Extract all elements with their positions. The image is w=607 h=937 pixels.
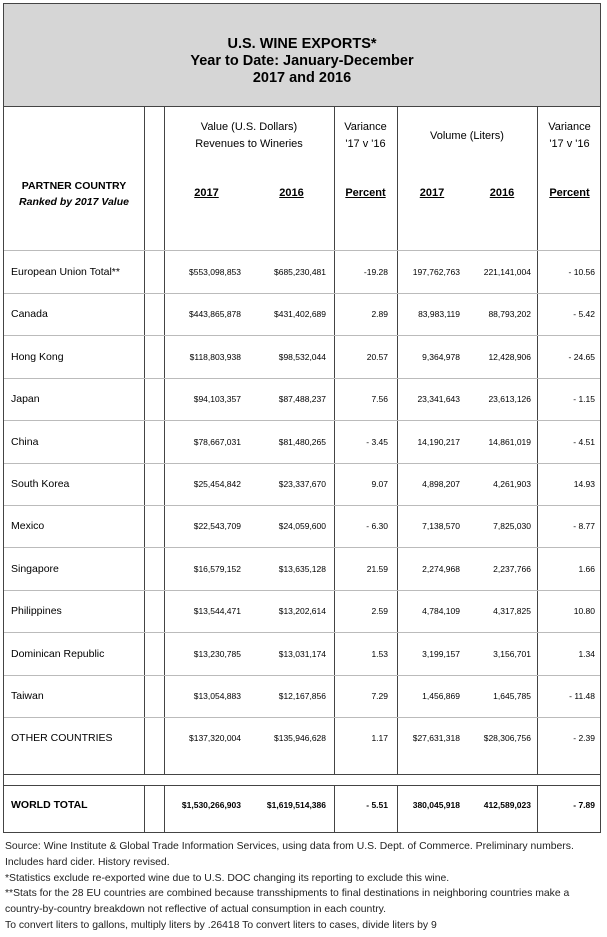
value-percent-cell: 2.59 [371, 606, 388, 617]
total-country: WORLD TOTAL [11, 799, 88, 811]
volume-2017-cell: 7,138,570 [422, 521, 460, 532]
country-cell: Singapore [11, 562, 59, 575]
total-value-2017: $1,530,266,903 [181, 800, 241, 810]
value-percent-cell: 1.17 [371, 733, 388, 744]
table-row [4, 686, 600, 706]
volume-2017-cell: 3,199,157 [422, 648, 460, 659]
table-row [4, 601, 600, 621]
row-divider [4, 335, 600, 336]
row-divider [4, 293, 600, 294]
volume-percent-cell: 1.34 [578, 648, 595, 659]
volume-2016-cell: 23,613,126 [488, 394, 531, 405]
world-total-row [4, 795, 600, 815]
volume-percent-cell: 1.66 [578, 563, 595, 574]
table-row [4, 262, 600, 282]
col-volume-2017: 2017 [419, 187, 445, 199]
value-2017-cell: $94,103,357 [193, 394, 241, 405]
value-2016-cell: $81,480,265 [278, 436, 326, 447]
table-row [4, 728, 600, 748]
value-2016-cell: $13,202,614 [278, 606, 326, 617]
value-2016-cell: $13,635,128 [278, 563, 326, 574]
variance2-header-line-2: '17 v '16 [549, 138, 590, 150]
row-divider [4, 675, 600, 676]
value-2016-cell: $23,337,670 [278, 479, 326, 489]
value-2016-cell: $24,059,600 [278, 521, 326, 532]
volume-2016-cell: 4,317,825 [493, 606, 531, 617]
title-line-1: U.S. WINE EXPORTS* [227, 36, 377, 52]
volume-percent-cell: - 5.42 [573, 309, 595, 320]
footnote-1: *Statistics exclude re-exported wine due to U.S. DOC changing its reporting to exclude this wine. [5, 872, 450, 884]
value-2017-cell: $25,454,842 [193, 479, 241, 489]
value-2016-cell: $135,946,628 [274, 733, 326, 744]
value-2017-cell: $22,543,709 [193, 521, 241, 532]
partner-header-line-1: PARTNER COUNTRY [21, 180, 127, 192]
value-percent-cell: - 3.45 [366, 436, 388, 447]
volume-percent-cell: - 11.48 [569, 691, 595, 701]
value-percent-cell: -19.28 [363, 267, 388, 277]
value-percent-cell: 2.89 [371, 309, 388, 320]
volume-2017-cell: 1,456,869 [422, 691, 460, 701]
row-divider [4, 505, 600, 506]
total-separator [4, 774, 600, 786]
volume-2016-cell: 88,793,202 [488, 309, 531, 320]
row-divider [4, 547, 600, 548]
volume-percent-cell: - 4.51 [573, 436, 595, 447]
table-row [4, 516, 600, 536]
total-volume-2016: 412,589,023 [483, 800, 531, 810]
table-title [4, 4, 600, 107]
country-cell: Mexico [11, 520, 45, 533]
col-value-2016: 2016 [279, 187, 304, 199]
table-row [4, 559, 600, 579]
country-cell: Hong Kong [11, 350, 64, 363]
volume-2017-cell: 4,784,109 [422, 606, 460, 617]
row-divider [4, 590, 600, 591]
value-2017-cell: $16,579,152 [193, 563, 241, 574]
volume-2016-cell: 2,237,766 [493, 563, 531, 574]
value-2017-cell: $13,230,785 [193, 648, 241, 659]
volume-2017-cell: 83,983,119 [418, 309, 460, 320]
value-header-line-2: Revenues to Wineries [195, 138, 303, 150]
row-divider [4, 463, 600, 464]
volume-2016-cell: 4,261,903 [493, 479, 531, 489]
total-value-2016: $1,619,514,386 [266, 800, 326, 810]
value-2016-cell: $13,031,174 [278, 648, 326, 659]
value-2017-cell: $13,054,883 [193, 691, 241, 701]
variance-volume-header [537, 119, 602, 153]
table-row [4, 474, 600, 494]
country-cell: OTHER COUNTRIES [11, 732, 113, 745]
col-value-2017: 2017 [194, 187, 219, 199]
value-percent-cell: 9.07 [371, 479, 388, 489]
total-value-percent: - 5.51 [366, 800, 388, 810]
volume-percent-cell: - 1.15 [573, 394, 595, 405]
partner-header-line-2: Ranked by 2017 Value [19, 196, 129, 208]
source-note: Source: Wine Institute & Global Trade Information Services, using data from U.S. Dept. of Commerce. Preliminary numbers. Includes hard cider. History revised. [5, 841, 574, 868]
value-2016-cell: $12,167,856 [278, 691, 326, 701]
value-2017-cell: $118,803,938 [189, 351, 241, 362]
volume-2016-cell: 3,156,701 [493, 648, 531, 659]
country-cell: South Korea [11, 478, 70, 490]
table-row [4, 304, 600, 324]
total-volume-2017: 380,045,918 [412, 800, 460, 810]
title-line-2: Year to Date: January-December [190, 53, 414, 69]
volume-2017-cell: 2,274,968 [422, 563, 460, 574]
volume-percent-cell: - 2.39 [573, 733, 595, 744]
footer-notes [5, 839, 603, 934]
country-cell: European Union Total** [11, 266, 120, 278]
volume-2016-cell: 221,141,004 [483, 267, 531, 277]
volume-2017-cell: 4,898,207 [422, 479, 460, 489]
value-percent-cell: 7.56 [371, 394, 388, 405]
value-percent-cell: 20.57 [366, 351, 388, 362]
volume-percent-cell: - 24.65 [568, 351, 595, 362]
value-percent-cell: 21.59 [366, 563, 388, 574]
volume-2017-cell: 197,762,763 [412, 267, 460, 277]
country-cell: Japan [11, 393, 40, 406]
header-rule [4, 250, 600, 251]
value-percent-cell: 1.53 [371, 648, 388, 659]
value-2017-cell: $137,320,004 [189, 733, 241, 744]
table-row [4, 347, 600, 367]
value-2017-cell: $443,865,878 [189, 309, 241, 320]
col-volume-2016: 2016 [489, 187, 515, 199]
row-divider [4, 717, 600, 718]
value-2016-cell: $685,230,481 [274, 267, 326, 277]
value-percent-cell: - 6.30 [366, 521, 388, 532]
volume-2017-cell: 14,190,217 [417, 436, 460, 447]
value-2017-cell: $553,098,853 [189, 267, 241, 277]
value-header [164, 119, 334, 153]
volume-2016-cell: 14,861,019 [488, 436, 531, 447]
country-cell: Philippines [11, 605, 62, 618]
value-2017-cell: $78,667,031 [193, 436, 241, 447]
row-divider [4, 378, 600, 379]
wine-exports-table [3, 3, 601, 833]
value-2016-cell: $98,532,044 [278, 351, 326, 362]
col-volume-percent: Percent [549, 187, 590, 199]
value-2016-cell: $431,402,689 [274, 309, 326, 320]
table-row [4, 432, 600, 452]
volume-2017-cell: 9,364,978 [422, 351, 460, 362]
volume-2017-cell: 23,341,643 [417, 394, 460, 405]
volume-2016-cell: 7,825,030 [493, 521, 531, 532]
value-percent-cell: 7.29 [371, 691, 388, 701]
col-value-percent: Percent [345, 187, 386, 199]
row-divider [4, 632, 600, 633]
partner-country-header [4, 178, 144, 210]
value-header-line-1: Value (U.S. Dollars) [200, 121, 298, 133]
value-2016-cell: $87,488,237 [278, 394, 326, 405]
variance-header-line-1: Variance [344, 121, 387, 133]
title-line-3: 2017 and 2016 [252, 70, 352, 86]
table-row [4, 644, 600, 664]
footnote-3: To convert liters to gallons, multiply liters by .26418 To convert liters to cases, divide liters by 9 [5, 919, 437, 931]
variance-header-line-2: '17 v '16 [345, 138, 386, 150]
volume-header: Volume (Liters) [430, 130, 504, 142]
total-volume-percent: - 7.89 [573, 800, 595, 810]
variance-header [334, 119, 397, 153]
volume-percent-cell: - 8.77 [573, 521, 595, 532]
volume-percent-cell: - 10.56 [568, 267, 595, 277]
row-divider [4, 420, 600, 421]
country-cell: China [11, 435, 39, 448]
country-cell: Canada [11, 308, 48, 321]
country-cell: Taiwan [11, 690, 44, 702]
value-2017-cell: $13,544,471 [193, 606, 241, 617]
volume-percent-cell: 10.80 [573, 606, 595, 617]
volume-2016-cell: 12,428,906 [488, 351, 531, 362]
variance2-header-line-1: Variance [548, 121, 591, 133]
volume-2016-cell: 1,645,785 [493, 691, 531, 701]
footnote-2: **Stats for the 28 EU countries are combined because transshipments to final destinations in neighboring countries make a country-by-country breakdown not reflective of actual consumption in each country. [5, 888, 570, 916]
volume-2016-cell: $28,306,756 [483, 733, 531, 744]
volume-2017-cell: $27,631,318 [412, 733, 460, 744]
table-row [4, 389, 600, 409]
volume-percent-cell: 14.93 [573, 479, 595, 489]
country-cell: Dominican Republic [11, 647, 105, 660]
